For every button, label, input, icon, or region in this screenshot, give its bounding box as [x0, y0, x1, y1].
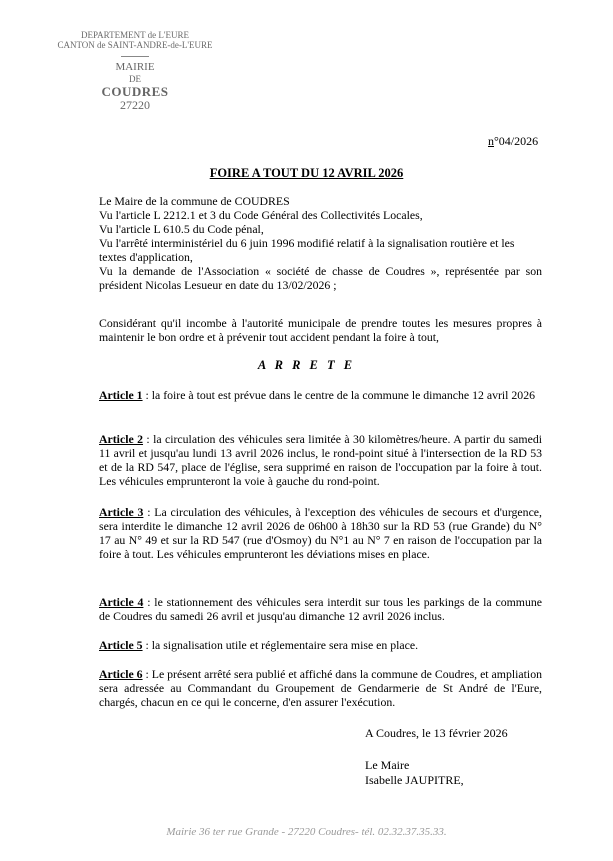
letterhead: [50, 30, 220, 112]
article-text: : Le présent arrêté sera publié et affiché dans la commune de Coudres, et ampliation sera adressée au Commandant du Groupement de Gendarmerie de St André de l'Eure, chargés, chacun en ce qui le concerne, d'en assurer l'exécution.: [99, 667, 542, 709]
article-text: : La circulation des véhicules, à l'exception des véhicules de secours et d'urgence, sera interdite le dimanche 12 avril 2026 de 06h00 à 18h30 sur la RD 53 (rue Grande) du N° 17 au N° 49 et sur la RD 547 (rue d'Osmoy) du N°1 au N° 7 en raison de l'occupation par la foire à tout. Les véhicules emprunteront les déviations mises en place.: [99, 505, 542, 561]
preamble: [99, 194, 542, 292]
preamble-line: Vu l'arrêté interministériel du 6 juin 1996 modifié relatif à la signalisation routière et les textes d'application,: [99, 236, 515, 264]
article-3: [99, 505, 542, 561]
article-label: Article 2: [99, 432, 144, 446]
considerant-paragraph: Considérant qu'il incombe à l'autorité municipale de prendre toutes les mesures propres à maintenir le bon ordre et à prévenir tout accident pendant la foire à tout,: [99, 316, 542, 344]
article-text: : la foire à tout est prévue dans le centre de la commune le dimanche 12 avril 2026: [142, 388, 535, 402]
decision-heading: A R R E T E: [257, 358, 356, 372]
decree-number-value: °04/2026: [494, 134, 539, 148]
place-date: A Coudres, le 13 février 2026: [365, 726, 508, 740]
preamble-line: Vu la demande de l'Association « société de chasse de Coudres », représentée par son président Nicolas Lesueur en date du 13/02/2026 ;: [99, 264, 542, 292]
article-text: : le stationnement des véhicules sera interdit sur tous les parkings de la commune de Coudres du samedi 26 avril et jusqu'au dimanche 12 avril 2026 inclus.: [99, 595, 542, 623]
article-1: [99, 388, 542, 402]
letterhead-divider: [121, 56, 149, 57]
mairie-label: MAIRIE: [115, 61, 155, 73]
article-label: Article 4: [99, 595, 144, 609]
preamble-line: Le Maire de la commune de COUDRES: [99, 194, 290, 208]
article-label: Article 5: [99, 638, 143, 652]
article-label: Article 3: [99, 505, 144, 519]
decree-number-prefix: n: [488, 134, 494, 148]
de-label: DE: [129, 74, 141, 84]
postcode: 27220: [120, 98, 150, 112]
article-text: : la signalisation utile et réglementaire sera mise en place.: [142, 638, 419, 652]
page-footer: Mairie 36 ter rue Grande - 27220 Coudres- tél. 02.32.37.35.33.: [166, 826, 447, 838]
department-line: DEPARTEMENT de L'EURE: [80, 30, 190, 40]
article-4: [99, 595, 542, 623]
preamble-line: Vu l'article L 2212.1 et 3 du Code Général des Collectivités Locales,: [99, 208, 423, 222]
page-title: FOIRE A TOUT DU 12 AVRIL 2026: [209, 166, 404, 180]
article-label: Article 6: [99, 667, 143, 681]
preamble-line: Vu l'article L 610.5 du Code pénal,: [99, 222, 264, 236]
canton-line: CANTON de SAINT-ANDRE-de-L'EURE: [57, 40, 213, 50]
decree-number: [488, 134, 538, 149]
article-2: [99, 432, 542, 488]
signatory-role: Le Maire: [365, 758, 410, 772]
article-6: [99, 667, 542, 709]
article-text: : la circulation des véhicules sera limitée à 30 kilomètres/heure. A partir du samedi 11 avril et jusqu'au lundi 13 avril 2026 inclus, le rond-point situé à l'intersection de la RD 53 et de la RD 547, place de l'église, sera supprimé en raison de l'occupation par la foire à tout. Les véhicules emprunteront la voie à gauche du rond-point.: [99, 432, 543, 488]
commune-name: COUDRES: [101, 84, 169, 99]
signatory-name: Isabelle JAUPITRE,: [365, 773, 464, 787]
article-5: [99, 638, 542, 652]
article-label: Article 1: [99, 388, 143, 402]
